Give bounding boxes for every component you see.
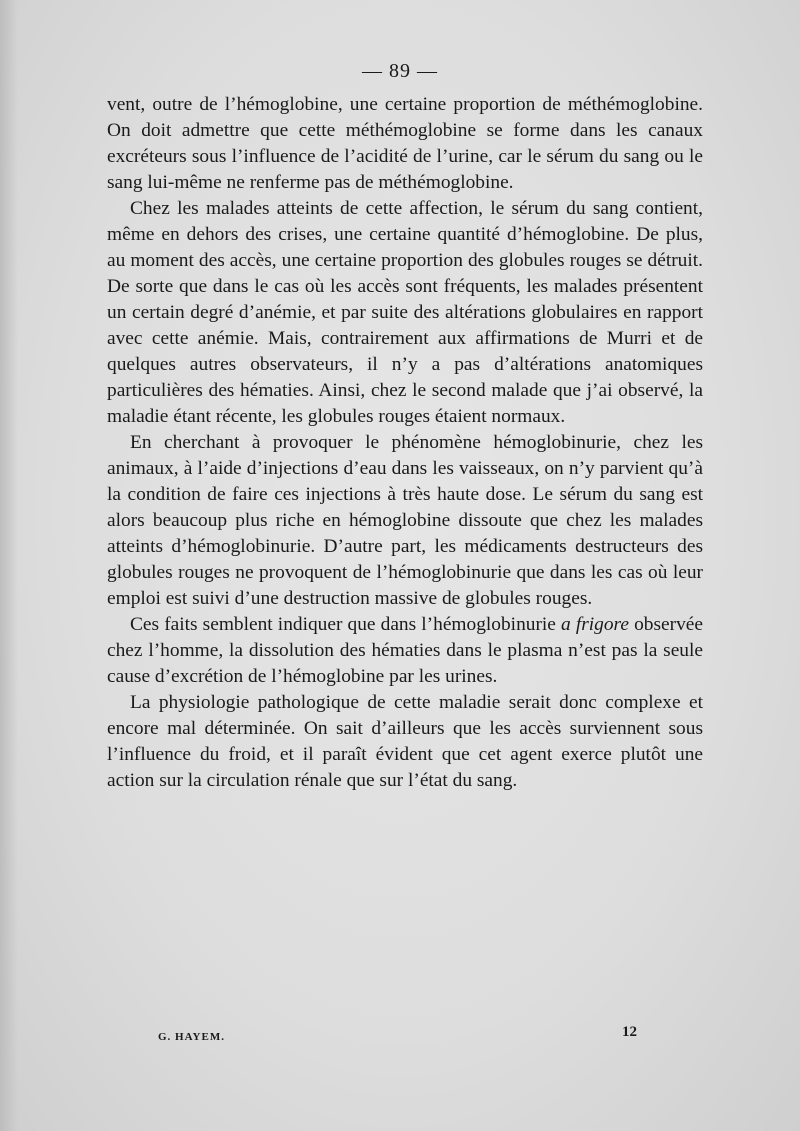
page-edge-shadow xyxy=(0,0,18,1131)
paragraph-4-start: Ces faits semblent indiquer que dans l’hémoglobinurie xyxy=(130,614,562,635)
body-text xyxy=(107,92,703,794)
paragraph-4-italic: a frigore xyxy=(561,614,629,635)
footer-author: G. HAYEM. xyxy=(158,1031,225,1043)
page-number: — 89 — xyxy=(362,60,438,82)
paragraph-5: La physiologie pathologique de cette maladie serait donc complexe et encore mal déterminée. On sait d’ailleurs que les accès surviennent sous l’influence du froid, et il paraît évident que cet agent exerce plutôt une action sur la circulation rénale que sur l’état du sang. xyxy=(107,692,703,791)
paragraph-3: En cherchant à provoquer le phénomène hémoglobinurie, chez les animaux, à l’aide d’injections d’eau dans les vaisseaux, on n’y parvient qu’à la condition de faire ces injections à très haute dose. Le sérum du sang est alors beaucoup plus riche en hémoglobine dissoute que chez les malades atteints d’hémoglobinurie. D’autre part, les médicaments destructeurs des globules rouges ne provoquent de l’hémoglobinurie que dans les cas où leur emploi est suivi d’une destruction massive de globules rouges. xyxy=(107,432,703,609)
paragraph-4 xyxy=(107,612,703,690)
paragraph-2: Chez les malades atteints de cette affection, le sérum du sang contient, même en dehors des crises, une certaine quantité d’hémoglobine. De plus, au moment des accès, une certaine proportion des globules rouges se détruit. De sorte que dans le cas où les accès sont fréquents, les malades présentent un certain degré d’anémie, et par suite des altérations globulaires en rapport avec cette anémie. Mais, contrairement aux affirmations de Murri et de quelques autres observateurs, il n’y a pas d’altérations anatomiques particulières des hématies. Ainsi, chez le second malade que j’ai observé, la maladie étant récente, les globules rouges étaient normaux. xyxy=(107,198,703,427)
paragraph-4-end: observée chez l’homme, la dissolution des hématies dans le plasma n’est pas la seule cause d’excrétion de l’hémoglobine par les urines. xyxy=(107,614,704,687)
paragraph-1: vent, outre de l’hémoglobine, une certaine proportion de méthémoglobine. On doit admettre que cette méthémoglobine se forme dans les canaux excréteurs sous l’influence de l’acidité de l’urine, car le sérum du sang ou le sang lui-même ne renferme pas de méthémoglobine. xyxy=(107,94,703,193)
footer-signature: 12 xyxy=(622,1024,637,1040)
